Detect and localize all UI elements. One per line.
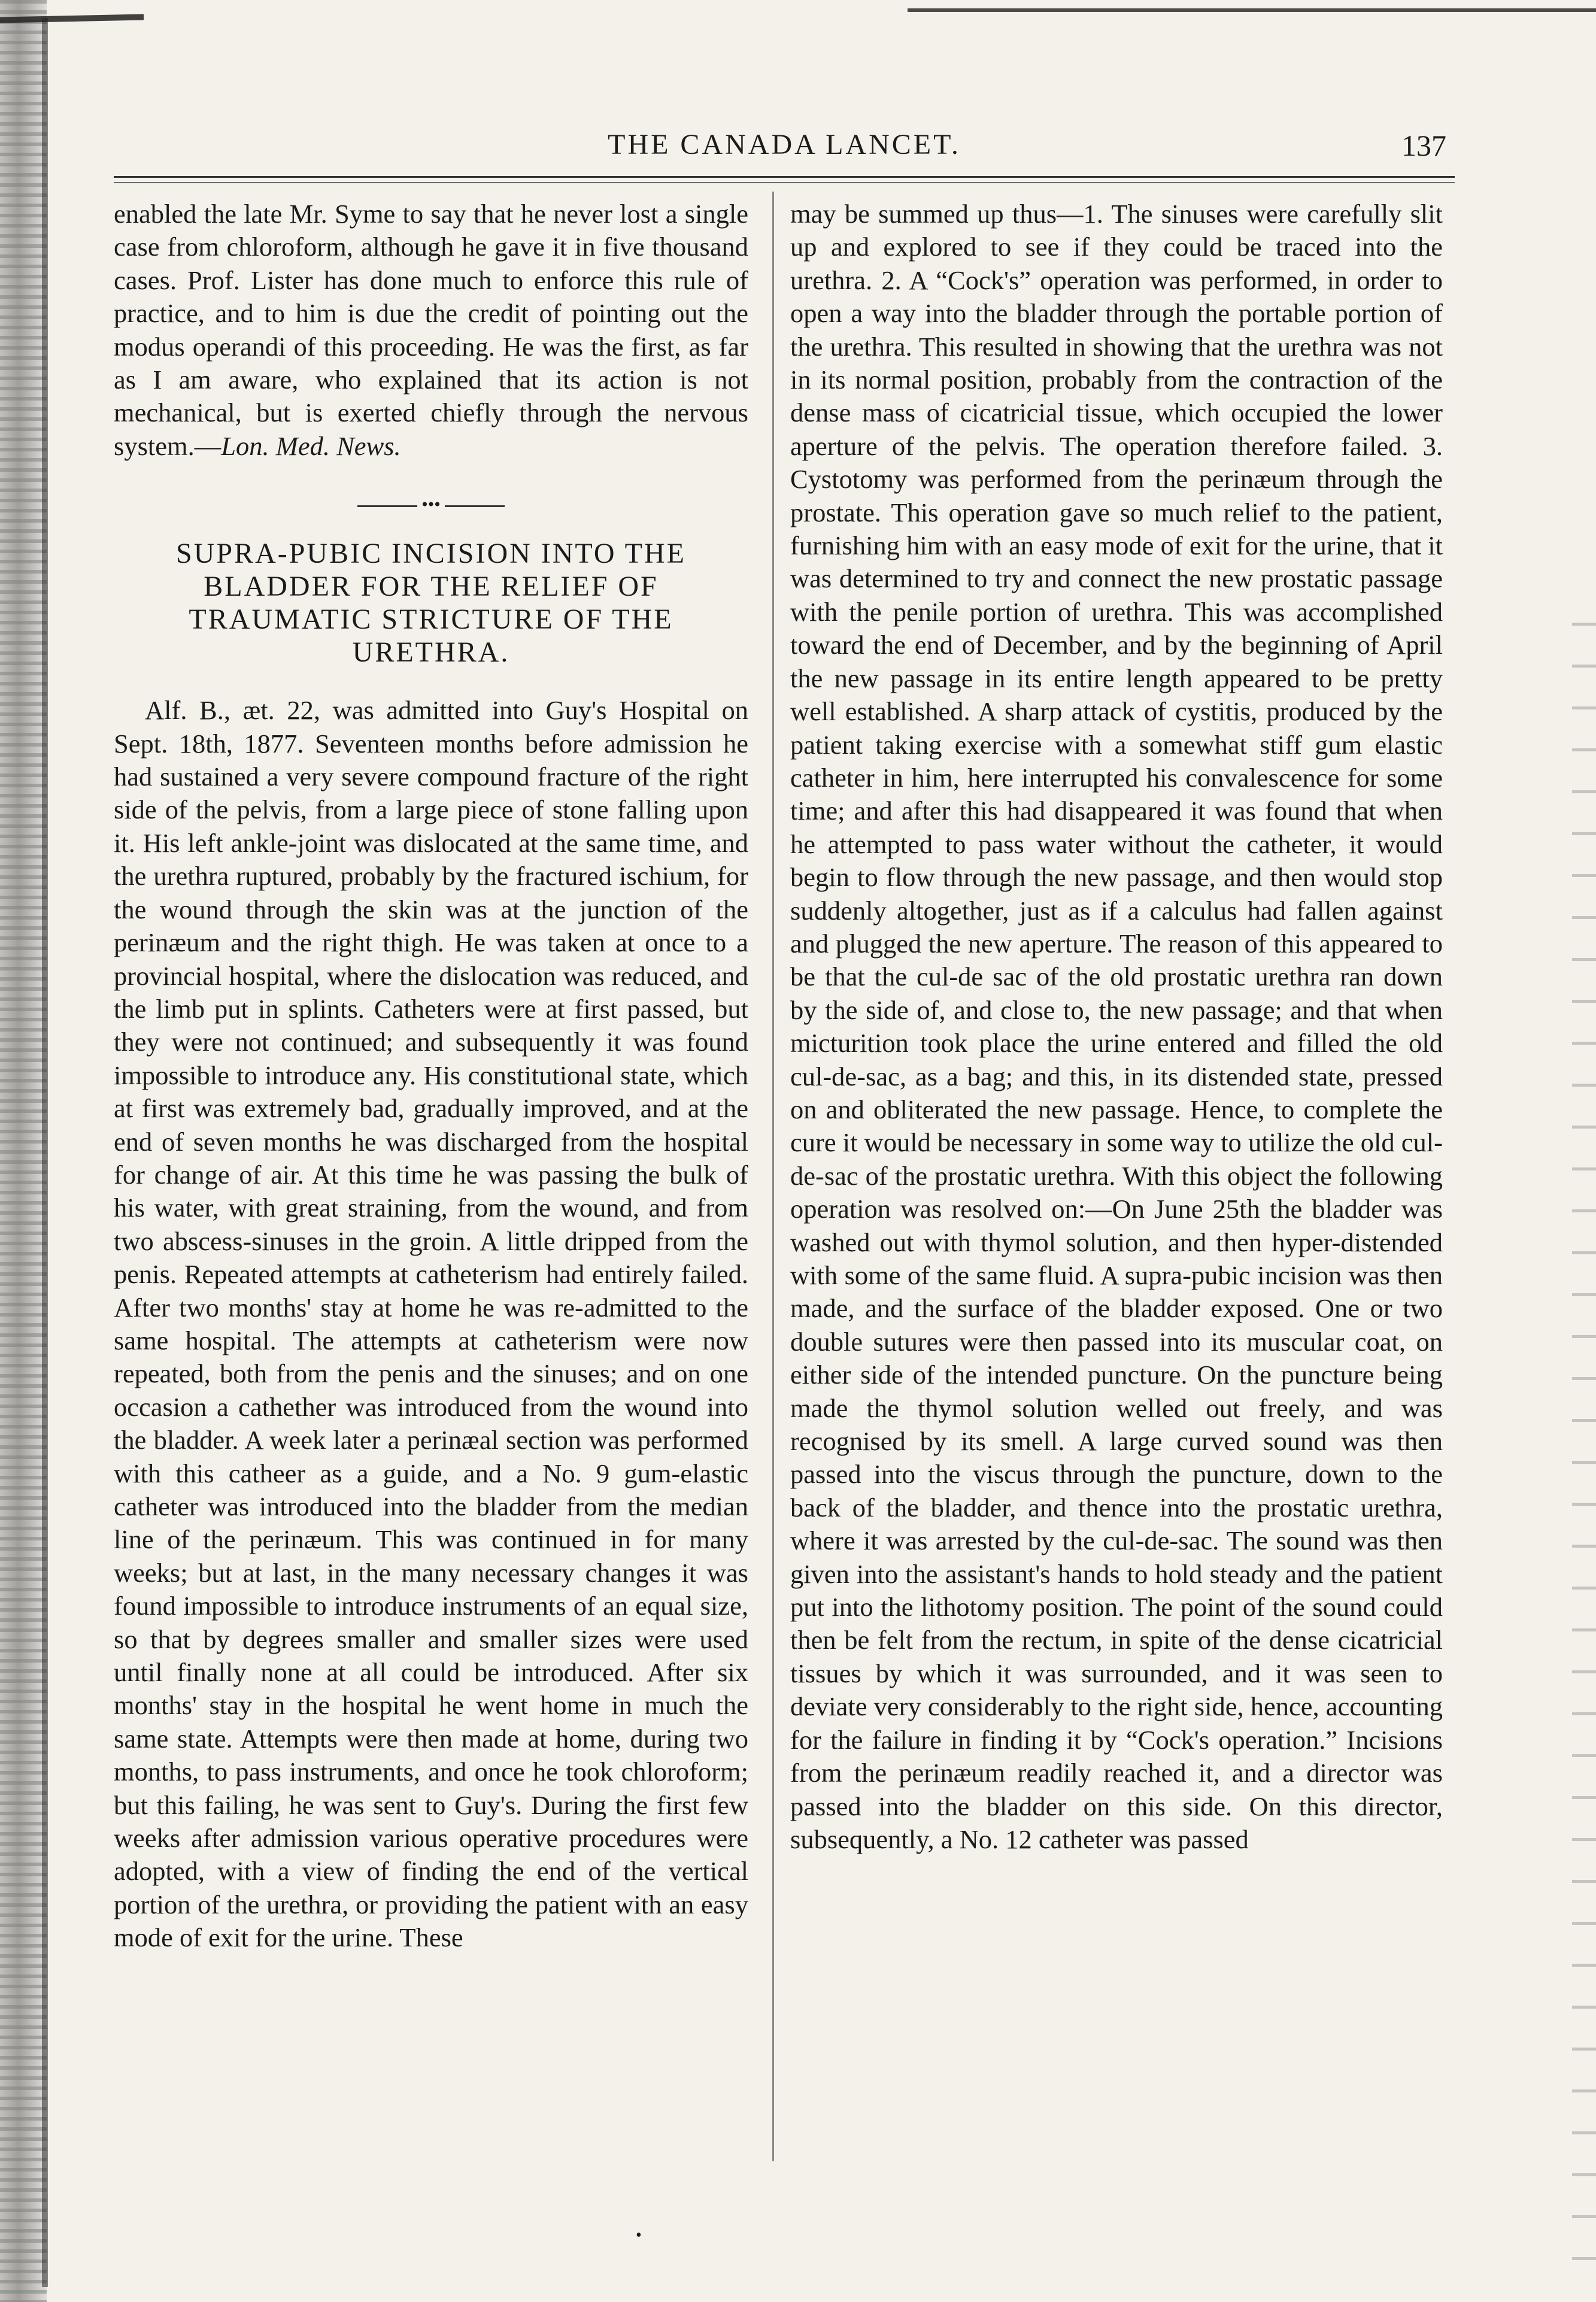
printer-speck: • [636, 2226, 642, 2245]
running-title: THE CANADA LANCET. [608, 129, 961, 160]
column-divider [772, 192, 774, 2161]
running-header [114, 128, 1455, 170]
scan-right-border [1572, 623, 1596, 2299]
article-paragraph-continued: may be summed up thus—1. The sinuses were carefully slit up and explored to see if they could be traced into the urethra. 2. A “Cock's” operation was performed, in order to open a way into the bladder through the portable portion of the urethra. This resulted in showing that the urethra was not in its normal position, probably from the contraction of the dense mass of cicatricial tissue, which occupied the lower aperture of the pelvis. The operation therefore failed. 3. Cystotomy was performed from the perinæum through the prostate. This operation gave so much relief to the patient, furnishing him with an easy mode of exit for the urine, that it was determined to try and connect the new prostatic passage with the penile portion of urethra. This was accomplished toward the end of December, and by the beginning of April the new passage in its entire length appeared to be pretty well established. A sharp attack of cystitis, produced by the patient taking exercise with a somewhat stiff gum elastic catheter in him, here interrupted his convalescence for some time; and after this had disappeared it was found that when he attempted to pass water without the catheter, it would begin to flow through the new passage, and then would stop suddenly altogether, just as if a calculus had fallen against and plugged the new aperture. The reason of this appeared to be that the cul-de sac of the old prostatic urethra ran down by the side of, and close to, the new passage; and that when micturition took place the urine entered and filled the old cul-de-sac, as a bag; and this, in its distended state, pressed on and obliterated the new passage. Hence, to complete the cure it would be necessary in some way to utilize the old cul-de-sac of the prostatic urethra. With this object the following operation was resolved on:—On June 25th the bladder was washed out with thymol solution, and then hyper-distended with some of the same fluid. A supra-pubic incision was then made, and the surface of the bladder exposed. One or two double sutures were then passed into its muscular coat, on either side of the intended puncture. On the puncture being made the thymol solution welled out freely, and was recognised by its smell. A large curved sound was then passed into the viscus through the puncture, down to the back of the bladder, and thence into the prostatic urethra, where it was arrested by the cul-de-sac. The sound was then given into the assistant's hands to hold steady and the patient put into the lithotomy position. The point of the sound could then be felt from the rectum, in spite of the dense cicatricial tissues by which it was surrounded, and it was seen to deviate very considerably to the right side, hence, accounting for the failure in finding it by “Cock's operation.” Incisions from the perinæum readily reached it, and a director was passed into the bladder on this side. On this director, subsequently, a No. 12 catheter was passed [790, 199, 1443, 1854]
scan-top-rule [908, 8, 1596, 12]
page-number: 137 [1401, 129, 1446, 162]
right-column [790, 198, 1443, 1856]
left-column [114, 198, 748, 1955]
continuation-paragraph [114, 198, 748, 463]
header-rule-secondary [114, 182, 1455, 183]
scan-left-border [0, 0, 47, 2302]
header-rule [114, 176, 1455, 178]
section-separator [341, 495, 521, 515]
separator-ornament: ••• [421, 495, 441, 515]
scan-left-edge [42, 18, 48, 2287]
source-citation: Lon. Med. News. [221, 430, 401, 461]
continuation-text: enabled the late Mr. Syme to say that he never lost a single case from chloroform, although he gave it in five thousand cases. Prof. Lister has done much to enforce this rule of practice, and to him is due the credit of pointing out the modus operandi of this proceeding. He was the first, as far as I am aware, who explained that its action is not mechanical, but is exerted chiefly through the nervous system.— [114, 199, 748, 461]
article-paragraph: Alf. B., æt. 22, was admitted into Guy's Hospital on Sept. 18th, 1877. Seventeen months before admission he had sustained a very severe compound fracture of the right side of the pelvis, from a large piece of stone falling upon it. His left ankle-joint was dislocated at the same time, and the urethra ruptured, probably by the fractured ischium, for the wound through the skin was at the junction of the perinæum and the right thigh. He was taken at once to a provincial hospital, where the dislocation was reduced, and the limb put in splints. Catheters were at first passed, but they were not continued; and subsequently it was found impossible to introduce any. His constitutional state, which at first was extremely bad, gradually improved, and at the end of seven months he was discharged from the hospital for change of air. At this time he was passing the bulk of his water, with great straining, from the wound, and from two abscess-sinuses in the groin. A little dripped from the penis. Repeated attempts at catheterism had entirely failed. After two months' stay at home he was re-admitted to the same hospital. The attempts at catheterism were now repeated, both from the penis and the sinuses; and on one occasion a cathether was introduced from the wound into the bladder. A week later a perinæal section was performed with this catheer as a guide, and a No. 9 gum-elastic catheter was introduced into the bladder from the median line of the perinæum. This was continued in for many weeks; but at last, in the many necessary changes it was found impossible to introduce instruments of an equal size, so that by degrees smaller and smaller sizes were used until finally none at all could be introduced. After six months' stay in the hospital he went home in much the same state. Attempts were then made at home, during two months, to pass instruments, and once he took chloroform; but this failing, he was sent to Guy's. During the first few weeks after admission various operative procedures were adopted, with a view of finding the end of the vertical portion of the urethra, or providing the patient with an easy mode of exit for the urine. These [114, 695, 748, 1953]
article-title: SUPRA-PUBIC INCISION INTO THE BLADDER FOR THE RELIEF OF TRAUMATIC STRICTURE OF THE URETHRA. [176, 538, 686, 669]
